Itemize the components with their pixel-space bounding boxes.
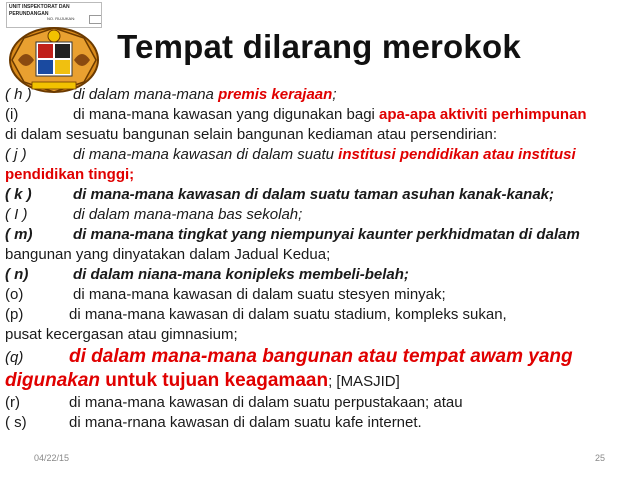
- list-item-n: [5, 265, 633, 285]
- page-number: 25: [594, 453, 605, 463]
- item-text: di dalam mana-mana: [73, 86, 219, 103]
- page-title: Tempat dilarang merokok: [117, 28, 521, 65]
- list-item-j-continuation: [5, 165, 633, 185]
- item-label: ( s): [5, 414, 27, 431]
- item-label: ( h ): [5, 86, 32, 103]
- item-label: ( I ): [5, 206, 28, 223]
- item-text-cont: bangunan yang dinyatakan dalam Jadual Kedua;: [5, 246, 331, 263]
- list-item-h: [5, 85, 633, 105]
- item-text: di mana-mana kawasan di dalam suatu stadium, kompleks sukan,: [69, 306, 507, 323]
- list-item-q-continuation: [5, 369, 633, 393]
- item-cont-tail: ; [MASJID]: [328, 373, 400, 390]
- item-text: di dalam mana-mana bangunan atau tempat awam yang: [69, 346, 573, 367]
- item-text: di mana-mana kawasan yang digunakan bagi: [73, 106, 380, 123]
- list-item-s: [5, 413, 633, 433]
- item-highlight: premis kerajaan: [218, 86, 333, 103]
- item-cont-bold: untuk tujuan keagamaan: [100, 370, 329, 391]
- item-highlight-cont: pendidikan tinggi;: [5, 166, 135, 183]
- item-label: ( k ): [5, 186, 32, 203]
- list-item-i-continuation: [5, 125, 633, 145]
- list-item-i: [5, 105, 633, 125]
- list-item-m-continuation: [5, 245, 633, 265]
- crest-header-title: UNIT INSPEKTORAT DAN PERUNDANGAN: [9, 4, 70, 17]
- list-item-p-continuation: [5, 325, 633, 345]
- list-item-j: [5, 145, 633, 165]
- item-text-cont: di dalam sesuatu bangunan selain bangunan kediaman atau persendirian:: [5, 126, 498, 143]
- list-item-k: [5, 185, 633, 205]
- footer-date: 04/22/15: [34, 453, 70, 463]
- item-label: (r): [5, 394, 20, 411]
- item-label: (p): [5, 306, 24, 323]
- item-text: di mana-mana kawasan di dalam suatu taman asuhan kanak-kanak;: [73, 186, 555, 203]
- item-text: di mana-mana kawasan di dalam suatu: [73, 146, 339, 163]
- crest-header-ref: NO. RUJUKAN:: [47, 16, 76, 21]
- item-text: di mana-mana kawasan di dalam suatu perpustakaan; atau: [69, 394, 463, 411]
- item-label: ( m): [5, 226, 33, 243]
- item-text: di dalam mana-mana bas sekolah;: [73, 206, 303, 223]
- item-label: (o): [5, 286, 24, 303]
- list-item-r: [5, 393, 633, 413]
- list-item-p: [5, 305, 633, 325]
- item-highlight: institusi pendidikan atau institusi: [338, 146, 576, 163]
- list-item-q: [5, 345, 633, 369]
- item-highlight: apa-apa aktiviti perhimpunan: [379, 106, 587, 123]
- item-text-cont: pusat kecergasan atau gimnasium;: [5, 326, 238, 343]
- item-text: di mana-rnana kawasan di dalam suatu kafe internet.: [69, 414, 422, 431]
- rules-list: [5, 85, 633, 433]
- item-tail: ;: [332, 86, 337, 103]
- item-label: (i): [5, 106, 19, 123]
- item-text: di mana-mana kawasan di dalam suatu stesyen minyak;: [73, 286, 446, 303]
- list-item-o: [5, 285, 633, 305]
- item-text: di mana-mana tingkat yang niempunyai kaunter perkhidmatan di dalam: [73, 226, 580, 243]
- item-label: ( n): [5, 266, 29, 283]
- list-item-l: [5, 205, 633, 225]
- item-cont-italic: digunakan: [5, 370, 101, 391]
- list-item-m: [5, 225, 633, 245]
- item-label: (q): [5, 349, 24, 366]
- item-text: di dalam niana-mana konipleks membeli-belah;: [73, 266, 409, 283]
- item-label: ( j ): [5, 146, 27, 163]
